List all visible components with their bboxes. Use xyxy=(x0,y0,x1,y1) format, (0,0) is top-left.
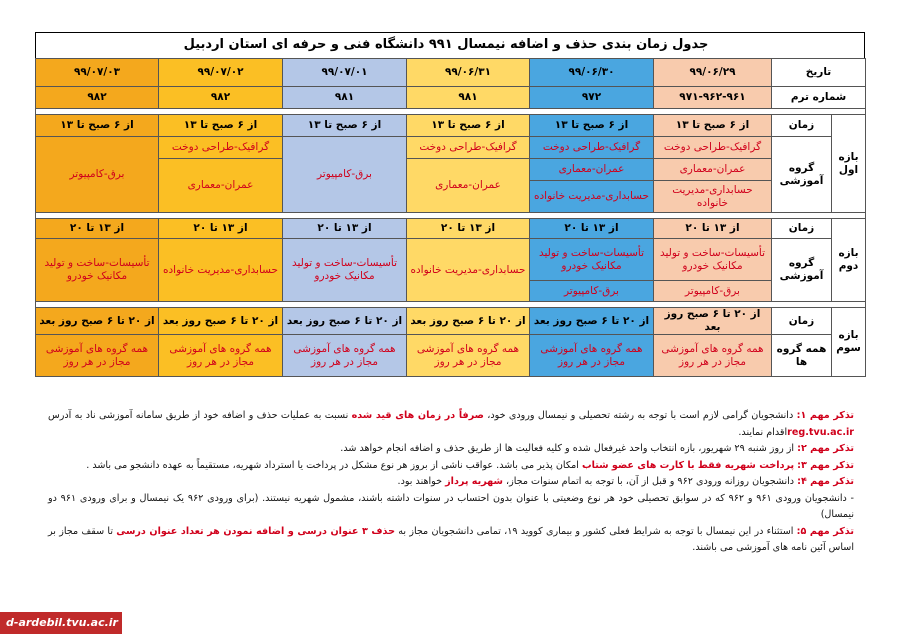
group-cell: تأسیسات-ساخت و تولید مکانیک خودرو xyxy=(283,239,407,302)
slot3-time: از ۲۰ تا ۶ صبح روز بعد xyxy=(407,308,530,335)
group-cell: گرافیک-طراحی دوخت xyxy=(159,137,283,159)
note-label: تذکر مهم ۵: xyxy=(796,525,854,537)
term-cell: ۹۷۱-۹۶۲-۹۶۱ xyxy=(654,87,772,109)
term-cell: ۹۸۱ xyxy=(283,87,407,109)
group-cell: برق-کامپیوتر xyxy=(530,281,654,302)
group-label: گروه آموزشی xyxy=(772,239,832,302)
group-cell: حسابداری-مدیریت خانواده xyxy=(654,181,772,213)
slot3-time: از ۲۰ تا ۶ صبح روز بعد xyxy=(654,308,772,335)
slot2-label: بازه دوم xyxy=(832,219,866,302)
date-cell: ۹۹/۰۶/۳۰ xyxy=(530,59,654,87)
slot2-time: از ۱۳ تا ۲۰ xyxy=(283,219,407,239)
slot1-label: بازه اول xyxy=(832,115,866,213)
note-highlight: شهریه پرداز xyxy=(445,476,503,487)
slot2-time: از ۱۳ تا ۲۰ xyxy=(407,219,530,239)
slot2-time: از ۱۳ تا ۲۰ xyxy=(654,219,772,239)
slot1-time: از ۶ صبح تا ۱۳ xyxy=(407,115,530,137)
group-cell: همه گروه های آموزشی مجاز در هر روز xyxy=(654,335,772,377)
note-label: تذکر مهم ۲: xyxy=(797,443,854,454)
term-label: شماره ترم xyxy=(772,87,866,109)
slot3-label: بازه سوم xyxy=(832,308,866,377)
group-cell: گرافیک-طراحی دوخت xyxy=(530,137,654,159)
page-title: جدول زمان بندی حذف و اضافه نیمسال ۹۹۱ دانشگاه فنی و حرفه ای استان اردبیل xyxy=(35,32,865,58)
note-highlight: صرفاً در زمان های قید شده xyxy=(351,410,484,421)
term-cell: ۹۸۲ xyxy=(159,87,283,109)
schedule-sheet xyxy=(35,32,865,377)
group-cell: حسابداری-مدیریت خانواده xyxy=(530,181,654,213)
note-text: دانشجویان روزانه ورودی ۹۶۲ و قبل از آن، با توجه به اتمام سنوات مجاز، xyxy=(506,476,795,487)
group-cell: همه گروه های آموزشی مجاز در هر روز xyxy=(283,335,407,377)
slot1-time: از ۶ صبح تا ۱۳ xyxy=(159,115,283,137)
date-cell: ۹۹/۰۷/۰۱ xyxy=(283,59,407,87)
note-label: تذکر مهم ۴: xyxy=(797,476,854,487)
group-cell: عمران-معماری xyxy=(654,159,772,181)
note-4 xyxy=(48,474,854,491)
note-3 xyxy=(48,458,854,475)
note-text: امکان پذیر می باشد. عواقب ناشی از بروز هر نوع مشکل در پرداخت یا استرداد شهریه، مستقیماً به عهده دانشجو می باشد . xyxy=(86,459,579,471)
group-cell: همه گروه های آموزشی مجاز در هر روز xyxy=(407,335,530,377)
slot1-time: از ۶ صبح تا ۱۳ xyxy=(36,115,159,137)
term-cell: ۹۸۲ xyxy=(36,87,159,109)
note-text: اقدام نمایند. xyxy=(738,426,788,438)
note-highlight: حذف ۳ عنوان درسی و اضافه نمودن هر تعداد عنوان درسی xyxy=(116,525,395,537)
slot3-time: از ۲۰ تا ۶ صبح روز بعد xyxy=(530,308,654,335)
group-cell: تأسیسات-ساخت و تولید مکانیک خودرو xyxy=(654,239,772,281)
group-cell: تأسیسات-ساخت و تولید مکانیک خودرو xyxy=(530,239,654,281)
slot3-time: از ۲۰ تا ۶ صبح روز بعد xyxy=(36,308,159,335)
term-cell: ۹۸۱ xyxy=(407,87,530,109)
group-cell: حسابداری-مدیریت خانواده xyxy=(407,239,530,302)
all-groups-label: همه گروه ها xyxy=(772,335,832,377)
group-cell: همه گروه های آموزشی مجاز در هر روز xyxy=(36,335,159,377)
group-cell: برق-کامپیوتر xyxy=(36,137,159,213)
note-text: نسبت به عملیات حذف و اضافه خود از طریق سامانه آموزشی ناد به آدرس xyxy=(48,410,349,421)
notes-section xyxy=(48,408,854,557)
date-cell: ۹۹/۰۶/۳۱ xyxy=(407,59,530,87)
group-cell: گرافیک-طراحی دوخت xyxy=(407,137,530,159)
group-cell: همه گروه های آموزشی مجاز در هر روز xyxy=(530,335,654,377)
slot2-time: از ۱۳ تا ۲۰ xyxy=(159,219,283,239)
note-text: استثناء در این نیمسال با توجه به شرایط فعلی کشور و بیماری کووید ۱۹، تمامی دانشجویان مجاز به xyxy=(398,525,794,537)
slot1-time: از ۶ صبح تا ۱۳ xyxy=(283,115,407,137)
schedule-table xyxy=(35,58,866,377)
slot3-time: از ۲۰ تا ۶ صبح روز بعد xyxy=(283,308,407,335)
time-label: زمان xyxy=(772,115,832,137)
slot3-time: از ۲۰ تا ۶ صبح روز بعد xyxy=(159,308,283,335)
date-cell: ۹۹/۰۷/۰۲ xyxy=(159,59,283,87)
slot2-time: از ۱۳ تا ۲۰ xyxy=(530,219,654,239)
registration-link[interactable]: reg.tvu.ac.ir xyxy=(787,426,854,438)
date-label: تاریخ xyxy=(772,59,866,87)
note-4-sub: - دانشجویان ورودی ۹۶۱ و ۹۶۲ که در سوابق تحصیلی خود هر نوع وضعیتی با عنوان بدون احتساب در سنوات داشته باشند، مشمول شهریه نیستند. (برای ورودی ۹۶۲ یک نیمسال و برای ورودی ۹۶۱ دو نیمسال) xyxy=(48,492,855,520)
time-label: زمان xyxy=(772,308,832,335)
group-label: گروه آموزشی xyxy=(772,137,832,213)
note-label: تذکر مهم ۱: xyxy=(796,410,855,421)
note-5 xyxy=(48,524,854,557)
slot1-time: از ۶ صبح تا ۱۳ xyxy=(530,115,654,137)
note-label: تذکر مهم ۳: xyxy=(797,459,854,471)
group-cell: حسابداری-مدیریت خانواده xyxy=(159,239,283,302)
group-cell: برق-کامپیوتر xyxy=(283,137,407,213)
group-cell: برق-کامپیوتر xyxy=(654,281,772,302)
group-cell: عمران-معماری xyxy=(530,159,654,181)
term-row xyxy=(36,87,866,109)
group-cell: همه گروه های آموزشی مجاز در هر روز xyxy=(159,335,283,377)
date-row xyxy=(36,59,866,87)
note-highlight: پرداخت شهریه فقط با کارت های عضو شتاب xyxy=(582,459,795,471)
date-cell: ۹۹/۰۷/۰۳ xyxy=(36,59,159,87)
note-2 xyxy=(48,441,854,458)
term-cell: ۹۷۲ xyxy=(530,87,654,109)
note-text: از روز شنبه ۲۹ شهریور، بازه انتخاب واحد غیرفعال شده و کلیه فعالیت ها از طریق حذف و اضافه انجام خواهد شد. xyxy=(340,443,795,454)
date-cell: ۹۹/۰۶/۲۹ xyxy=(654,59,772,87)
group-cell: عمران-معماری xyxy=(159,159,283,213)
slot2-time: از ۱۳ تا ۲۰ xyxy=(36,219,159,239)
note-text: دانشجویان گرامی لازم است با توجه به رشته تحصیلی و نیمسال ورودی خود، xyxy=(487,410,794,421)
site-footer-tag[interactable]: d-ardebil.tvu.ac.ir xyxy=(0,612,122,634)
time-label: زمان xyxy=(772,219,832,239)
group-cell: گرافیک-طراحی دوخت xyxy=(654,137,772,159)
group-cell: عمران-معماری xyxy=(407,159,530,213)
slot1-time: از ۶ صبح تا ۱۳ xyxy=(654,115,772,137)
note-1 xyxy=(48,408,854,441)
group-cell: تأسیسات-ساخت و تولید مکانیک خودرو xyxy=(36,239,159,302)
note-text: تا سقف مجاز بر اساس آئین نامه های آموزشی می باشند. xyxy=(48,525,854,553)
note-text: خواهند بود. xyxy=(397,476,443,487)
